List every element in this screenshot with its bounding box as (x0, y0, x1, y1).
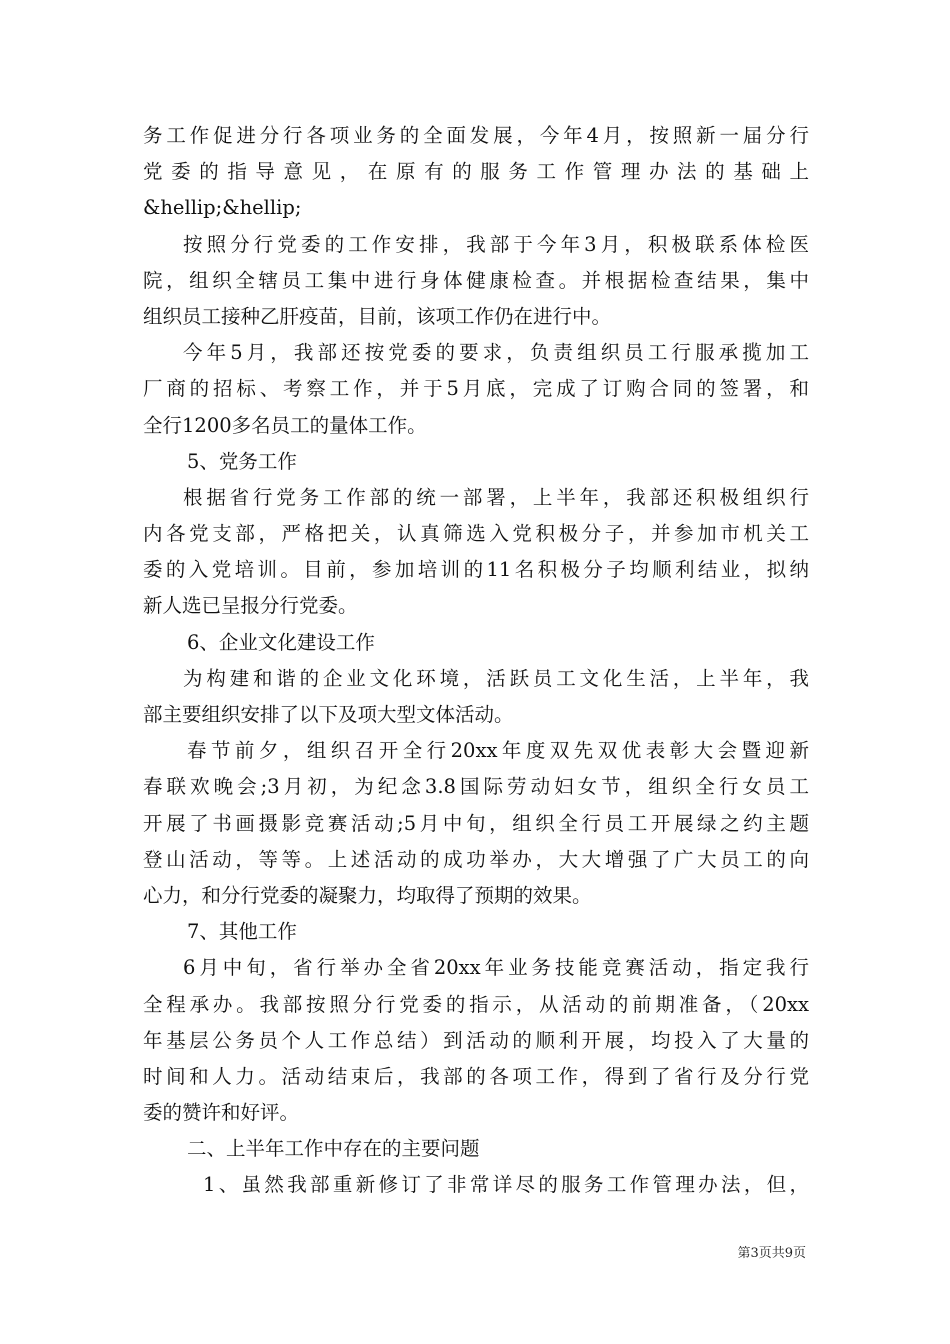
text-line: 按照分行党委的工作安排，我部于今年3月，积极联系体检医 (183, 232, 809, 256)
text-line: 今年5月，我部还按党委的要求，负责组织员工行服承揽加工 (183, 341, 809, 365)
text-line: 内各党支部，严格把关，认真筛选入党积极分子，并参加市机关工 (143, 522, 809, 546)
text-line: 年基层公务员个人工作总结）到活动的顺利开展，均投入了大量的 (143, 1028, 809, 1052)
text-line: 部主要组织安排了以下及项大型文体活动。 (143, 703, 514, 726)
text-line: 委的入党培训。目前，参加培训的11名积极分子均顺利结业，拟纳 (143, 558, 809, 582)
text-line: 组织员工接种乙肝疫苗，目前，该项工作仍在进行中。 (143, 304, 612, 328)
text-line: 心力，和分行党委的凝聚力，均取得了预期的效果。 (143, 883, 592, 907)
text-line: 委的赞许和好评。 (143, 1101, 300, 1125)
section-heading: 二、上半年工作中存在的主要问题 (187, 1137, 480, 1161)
text-line: 为构建和谐的企业文化环境，活跃员工文化生活，上半年，我 (183, 666, 809, 690)
page-indicator: 第3页共9页 (737, 1246, 806, 1261)
section-heading: 5、党务工作 (187, 449, 297, 473)
text-line: 春节前夕，组织召开全行20xx年度双先双优表彰大会暨迎新 (187, 739, 809, 763)
text-line: 时间和人力。活动结束后，我部的各项工作，得到了省行及分行党 (143, 1064, 809, 1088)
section-heading: 6、企业文化建设工作 (187, 630, 375, 654)
section-heading: 7、其他工作 (187, 920, 297, 944)
text-line: &hellip;&hellip; (143, 196, 302, 220)
text-line: 登山活动，等等。上述活动的成功举办，大大增强了广大员工的向 (143, 847, 809, 871)
text-line: 全程承办。我部按照分行党委的指示，从活动的前期准备，（20xx (143, 992, 809, 1016)
text-line: 党委的指导意见，在原有的服务工作管理办法的基础上 (143, 160, 809, 184)
text-line: 院，组织全辖员工集中进行身体健康检查。并根据检查结果，集中 (143, 268, 809, 292)
document-body (143, 118, 809, 1204)
text-line: 根据省行党务工作部的统一部署，上半年，我部还积极组织行 (183, 485, 809, 509)
text-line: 6月中旬，省行举办全省20xx年业务技能竞赛活动，指定我行 (183, 956, 809, 980)
text-line: 务工作促进分行各项业务的全面发展，今年4月，按照新一届分行 (143, 124, 809, 147)
text-line: 开展了书画摄影竞赛活动;5月中旬，组织全行员工开展绿之约主题 (143, 811, 809, 835)
text-line: 春联欢晚会;3月初，为纪念3.8国际劳动妇女节，组织全行女员工 (143, 775, 809, 799)
text-line: 厂商的招标、考察工作，并于5月底，完成了订购合同的签署，和 (143, 377, 809, 401)
text-line: 新人选已呈报分行党委。 (143, 594, 358, 618)
text-line: 1、虽然我部重新修订了非常详尽的服务工作管理办法，但， (203, 1173, 809, 1197)
text-line: 全行1200多名员工的量体工作。 (143, 413, 427, 437)
